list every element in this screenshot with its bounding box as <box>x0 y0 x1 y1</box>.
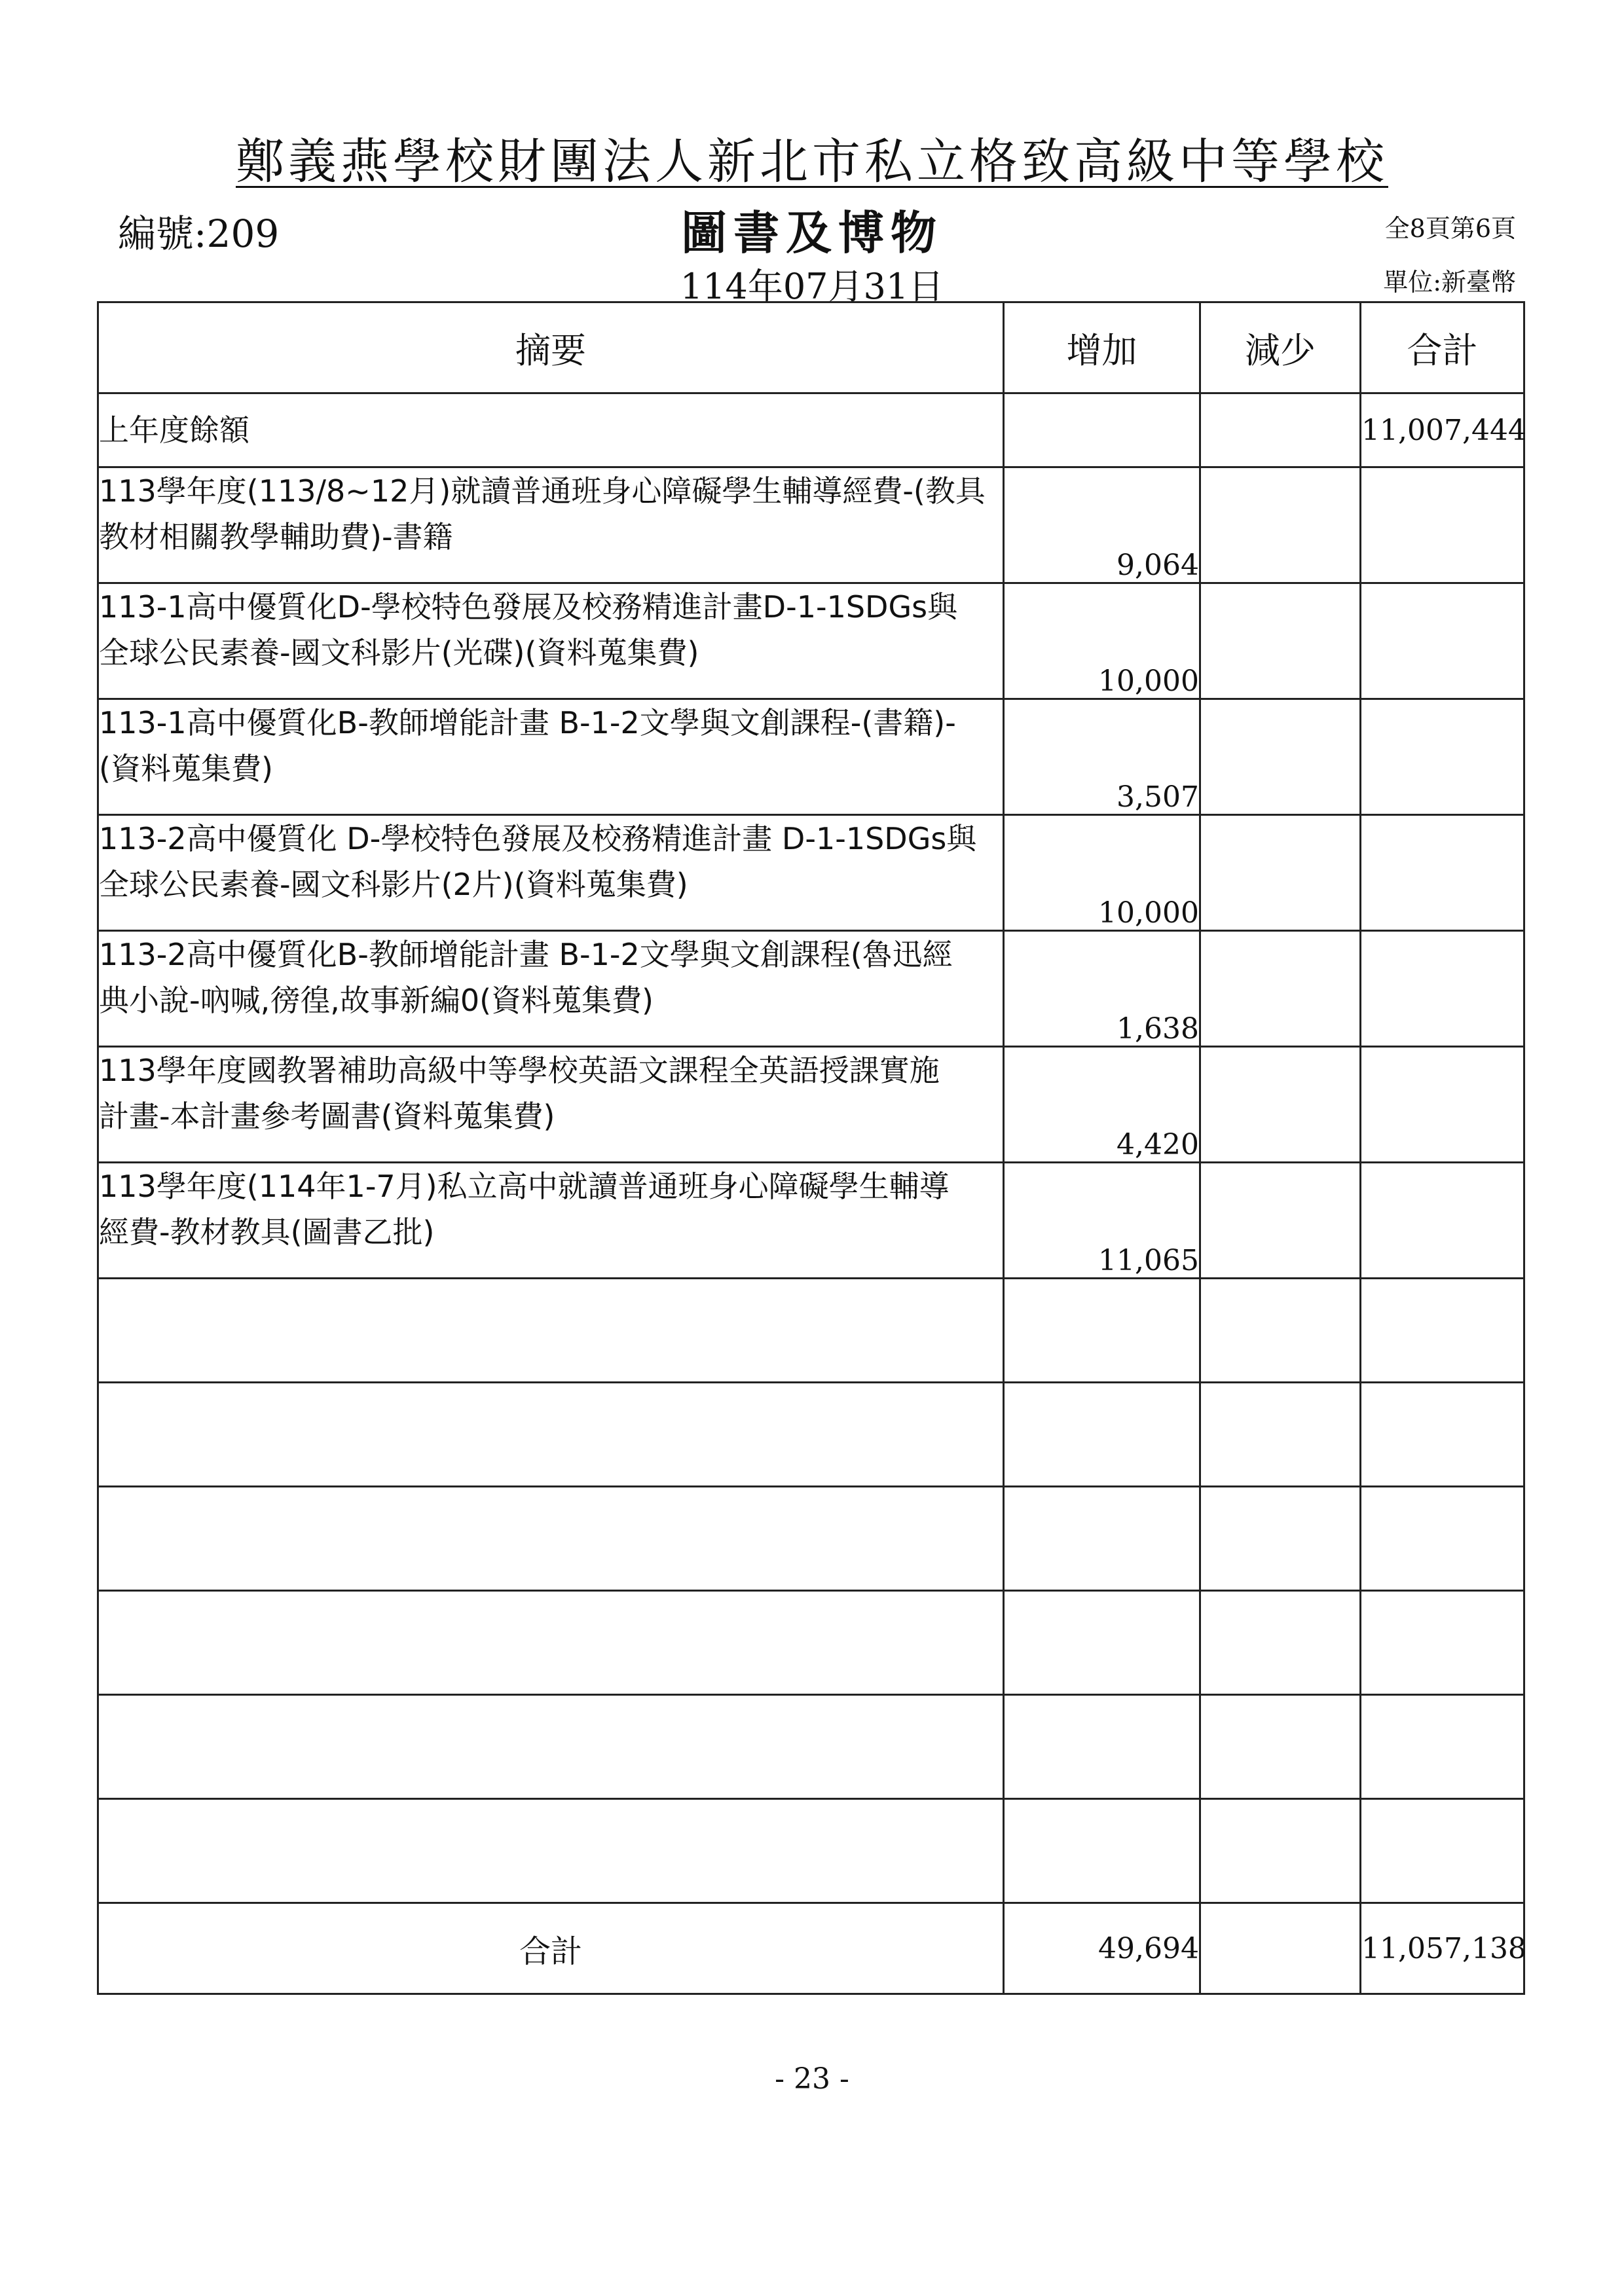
page-number: - 23 - <box>775 2062 849 2096</box>
table-row <box>98 699 1524 815</box>
row-decrease <box>1200 1163 1361 1279</box>
grand-total: 11,057,138 <box>1361 1903 1524 1994</box>
row-increase: 4,420 <box>1004 1047 1200 1163</box>
row-decrease <box>1200 1047 1361 1163</box>
row-description: 113學年度國教署補助高級中等學校英語文課程全英語授課實施 計畫-本計畫參考圖書(資料蒐集費) <box>98 1047 1004 1163</box>
row-total <box>1361 815 1524 931</box>
row-decrease <box>1200 815 1361 931</box>
row-increase: 1,638 <box>1004 931 1200 1047</box>
row-increase: 11,065 <box>1004 1163 1200 1279</box>
row-decrease <box>1200 931 1361 1047</box>
opening-balance-row <box>98 393 1524 467</box>
row-description: 113學年度(114年1-7月)私立高中就讀普通班身心障礙學生輔導 經費-教材教具(圖書乙批) <box>98 1163 1004 1279</box>
row-decrease <box>1200 583 1361 699</box>
row-increase: 9,064 <box>1004 467 1200 583</box>
grand-total-row <box>98 1903 1524 1994</box>
row-total <box>1361 699 1524 815</box>
total-label: 合計 <box>98 1903 1004 1994</box>
empty-row <box>98 1279 1524 1383</box>
table-row <box>98 467 1524 583</box>
column-header-total: 合計 <box>1361 302 1524 393</box>
school-title: 鄭義燕學校財團法人新北市私立格致高級中等學校 <box>236 134 1388 190</box>
row-total: 11,007,444 <box>1361 393 1524 467</box>
empty-row <box>98 1799 1524 1903</box>
row-increase: 10,000 <box>1004 583 1200 699</box>
row-decrease <box>1200 467 1361 583</box>
row-total <box>1361 467 1524 583</box>
row-total <box>1361 931 1524 1047</box>
ledger-table <box>97 301 1525 1995</box>
empty-row <box>98 1487 1524 1591</box>
row-description: 113-2高中優質化 D-學校特色發展及校務精進計畫 D-1-1SDGs與 全球公民素養-國文科影片(2片)(資料蒐集費) <box>98 815 1004 931</box>
row-decrease <box>1200 393 1361 467</box>
empty-row <box>98 1695 1524 1799</box>
document-title: 圖書及博物 <box>681 206 943 260</box>
row-increase: 3,507 <box>1004 699 1200 815</box>
total-decrease <box>1200 1903 1361 1994</box>
row-description: 113學年度(113/8~12月)就讀普通班身心障礙學生輔導經費-(教具 教材相關教學輔助費)-書籍 <box>98 467 1004 583</box>
table-row <box>98 815 1524 931</box>
empty-row <box>98 1591 1524 1695</box>
document-number: 編號:209 <box>118 211 280 256</box>
row-description: 113-1高中優質化B-教師增能計畫 B-1-2文學與文創課程-(書籍)- (資料蒐集費) <box>98 699 1004 815</box>
row-description: 上年度餘額 <box>98 393 1004 467</box>
row-decrease <box>1200 699 1361 815</box>
document-date: 114年07月31日 <box>680 266 944 307</box>
empty-row <box>98 1383 1524 1487</box>
column-header-increase: 增加 <box>1004 302 1200 393</box>
page-indicator: 全8頁第6頁 <box>1384 214 1516 243</box>
row-total <box>1361 1047 1524 1163</box>
currency-unit: 單位:新臺幣 <box>1383 268 1516 297</box>
row-total <box>1361 583 1524 699</box>
row-total <box>1361 1163 1524 1279</box>
table-header-row <box>98 302 1524 393</box>
table-row <box>98 931 1524 1047</box>
total-increase: 49,694 <box>1004 1903 1200 1994</box>
table-row <box>98 1163 1524 1279</box>
column-header-description: 摘要 <box>98 302 1004 393</box>
table-row <box>98 583 1524 699</box>
row-description: 113-2高中優質化B-教師增能計畫 B-1-2文學與文創課程(魯迅經 典小說-吶喊,徬徨,故事新編0(資料蒐集費) <box>98 931 1004 1047</box>
column-header-decrease: 減少 <box>1200 302 1361 393</box>
row-description: 113-1高中優質化D-學校特色發展及校務精進計畫D-1-1SDGs與 全球公民素養-國文科影片(光碟)(資料蒐集費) <box>98 583 1004 699</box>
table-row <box>98 1047 1524 1163</box>
row-increase: 10,000 <box>1004 815 1200 931</box>
row-increase <box>1004 393 1200 467</box>
